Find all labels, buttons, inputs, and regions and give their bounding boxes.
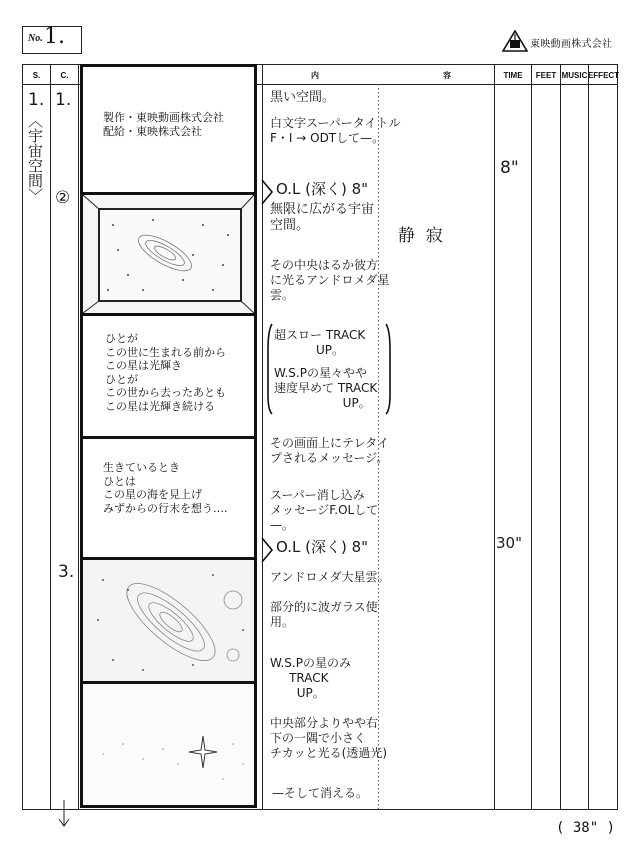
column-feet: FEET	[535, 70, 557, 80]
panel-2-galaxy-drawing	[83, 195, 254, 313]
column-effect: EFFECT	[587, 70, 620, 80]
panel-4	[80, 436, 257, 560]
page-number-label: No.	[28, 33, 43, 44]
note-title-super: 白文字スーパータイトル F・I → ODTして—。	[270, 116, 401, 145]
panel-5	[80, 557, 257, 684]
note-slow-track: 超スロー TRACK UP。	[274, 328, 366, 357]
note-black-space: 黒い空間。	[270, 90, 336, 105]
panel-5-galaxy-drawing	[83, 560, 254, 681]
sound-note-silence: 静 寂	[398, 226, 443, 246]
column-content-right: 容	[443, 70, 451, 80]
column-content-left: 内	[311, 70, 319, 80]
page-number-value: 1.	[44, 24, 65, 49]
note-infinite-space: 無限に広がる宇宙 空間。	[270, 202, 375, 234]
total-duration: ( 38" )	[556, 820, 616, 836]
panel-2	[80, 192, 257, 316]
note-flash-light: 中央部分よりやや右 下の一隅で小さく チカッと光る(透過光)	[270, 716, 388, 760]
company-name: 東映動画株式会社	[530, 39, 613, 50]
panel-6-star-flash-drawing	[83, 684, 254, 805]
note-andromeda-nebula: アンドロメダ大星雲。	[270, 570, 390, 584]
column-cut: C.	[60, 70, 69, 80]
panel-3-message: ひとが この世に生まれる前から この星は光輝き ひとが この世から去ったあとも この星は光輝き続ける	[105, 332, 226, 413]
column-scene: S.	[32, 70, 41, 80]
time-cut-2: 30"	[496, 534, 522, 552]
scene-title: 〈宇宙空間〉	[26, 113, 44, 203]
note-teletype: その画面上にテレタイ プされるメッセージ。	[270, 436, 390, 465]
column-music: MUSIC	[561, 70, 588, 80]
note-overlap-2: O.L (深く) 8"	[276, 538, 369, 556]
panel-3	[80, 313, 257, 439]
note-disappear: —そして消える。	[272, 786, 369, 800]
time-cut-1: 8"	[500, 158, 519, 178]
panel-6	[80, 681, 257, 808]
note-wave-glass: 部分的に波ガラス使 用。	[270, 600, 378, 629]
cut-number-2: ②	[55, 188, 71, 208]
note-wsp-stars-track: W.S.Pの星のみ TRACK UP。	[270, 656, 351, 700]
note-super-fade: スーパー消し込み メッセージF.OLして —。	[270, 488, 379, 532]
scene-number: 1.	[28, 90, 45, 110]
note-wsp-track: W.S.Pの星々やや 速度早めて TRACK UP。	[274, 366, 378, 410]
panel-1	[80, 64, 257, 195]
note-overlap-1: O.L (深く) 8"	[276, 180, 369, 198]
column-time: TIME	[503, 70, 523, 80]
panel-4-message: 生きているとき ひとは この星の海を見上げ みずからの行末を想う….	[103, 461, 228, 515]
panel-1-credits: 製作・東映動画株式会社 配給・東映株式会社	[103, 111, 224, 138]
cut-number-1: 1.	[55, 90, 72, 110]
cut-number-3: 3.	[58, 562, 75, 582]
note-andromeda-far: その中央はるか彼方 に光るアンドロメダ星 雲。	[270, 258, 390, 302]
